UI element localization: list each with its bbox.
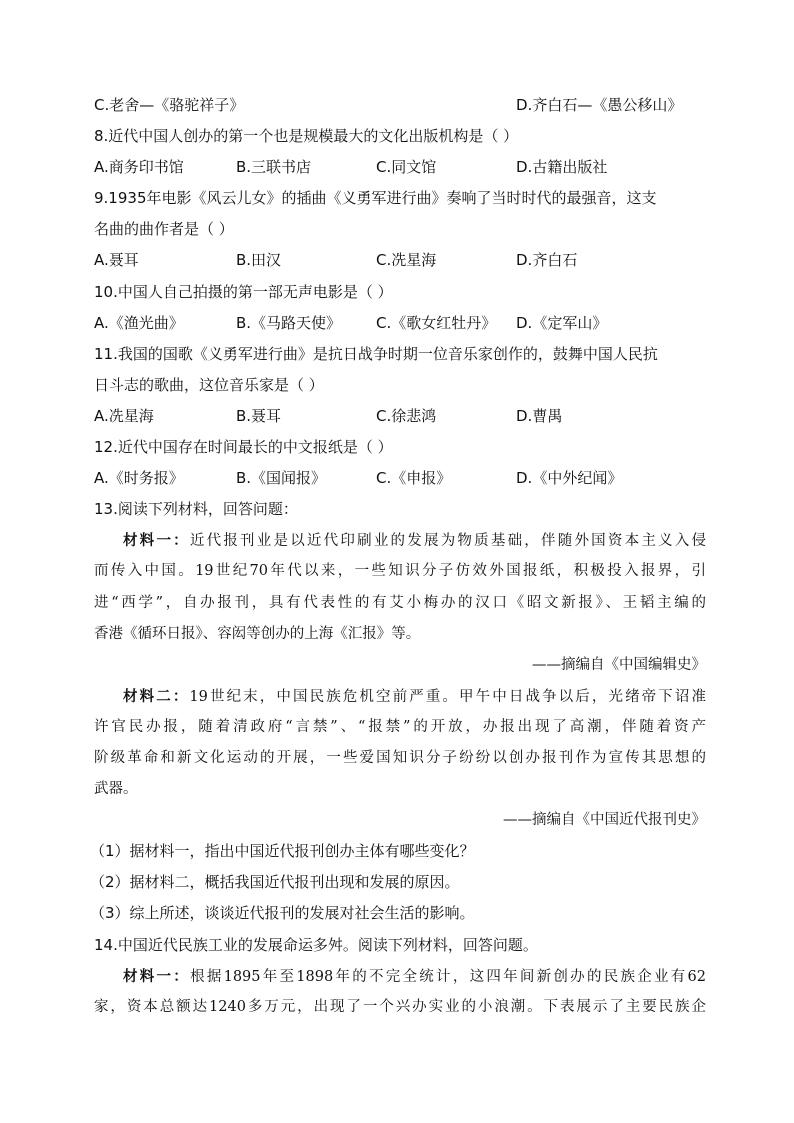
option-C: C.徐悲鸿 [376,406,437,425]
option-B: B.三联书店 [236,158,312,177]
line-text: 13.阅读下列材料，回答问题： [94,500,298,519]
option-A: C.老舍—《骆驼祥子》 [94,96,245,114]
line-text: 19世纪末，中国民族危机空前严重。甲午中日战争以后，光绪帝下诏准 [189,688,706,705]
question-text [94,339,706,370]
line-text: 根据1895年至1898年的不完全统计，这四年间新创办的民族企业有62 [190,968,706,985]
line-text: ——摘编自《中国近代报刊史》 [503,812,706,829]
line-text: 阶级革命和新文化运动的开展，一些爱国知识分子纷纷以创办报刊作为宣传其思想的 [94,749,706,766]
option-B: B.《马路天使》 [236,313,342,332]
option-C: C.《歌女红牡丹》 [376,313,497,332]
question-text [94,370,706,401]
question-text [94,277,706,308]
sub-question [90,836,702,867]
line-text: 香港《循环日报》、容闳等创办的上海《汇报》等。 [94,625,421,642]
answer-options [94,90,706,121]
question-text [94,930,706,961]
material-text [94,556,706,587]
material-text [94,774,706,805]
answer-options [94,401,706,432]
line-text: 进“西学”，自办报刊，具有代表性的有艾小梅办的汉口《昭文新报》、王韬主编的 [94,594,706,611]
option-A: A.《时务报》 [94,469,184,488]
line-text: 14.中国近代民族工业的发展命运多舛。阅读下列材料，回答问题。 [94,935,538,954]
material-label: 材料一： [123,532,190,550]
question-text [94,183,706,214]
material-label: 材料一： [123,967,191,985]
line-text: 12.近代中国存在时间最长的中文报纸是（ ） [94,438,393,457]
line-text: 8.近代中国人创办的第一个也是规模最大的文化出版机构是（ ） [94,127,519,146]
option-C: C.冼星海 [376,251,437,270]
option-D: D.《定军山》 [516,313,608,332]
option-D: D.曹禺 [516,406,563,425]
line-text: （2）据材料二，概括我国近代报刊出现和发展的原因。 [90,873,460,892]
source-citation [94,805,706,836]
line-text: 而传入中国。19世纪70年代以来，一些知识分子仿效外国报纸，积极投入报界，引 [94,563,706,580]
option-C: C.《申报》 [376,469,452,488]
material-text [94,681,706,712]
option-B: B.《国闻报》 [236,469,327,488]
line-text: 武器。 [94,781,138,798]
material-text [94,992,706,1023]
option-D: D.古籍出版社 [516,158,608,177]
source-citation [94,650,706,681]
line-text: 9.1935年电影《风云儿女》的插曲《义勇军进行曲》奏响了当时时代的最强音，这支 [94,189,657,208]
option-D: D.《中外纪闻》 [516,469,623,488]
option-D: D.齐白石 [516,251,578,270]
material-text [94,588,706,619]
answer-options [94,152,706,183]
option-A: A.商务印书馆 [94,158,184,177]
line-text: （1）据材料一，指出中国近代报刊创办主体有哪些变化？ [90,842,475,861]
answer-options [94,308,706,339]
question-text [94,121,706,152]
option-A: A.聂耳 [94,251,139,270]
material-text [94,743,706,774]
line-text: 11.我国的国歌《义勇军进行曲》是抗日战争时期一位音乐家创作的，鼓舞中国人民抗 [94,344,658,363]
option-A: A.冼星海 [94,406,154,425]
sub-question [90,867,702,898]
line-text: 家，资本总额达1240多万元，出现了一个兴办实业的小浪潮。下表展示了主要民族企 [94,998,706,1015]
option-A: A.《渔光曲》 [94,313,184,332]
question-text [94,432,706,463]
line-text: 日斗志的歌曲，这位音乐家是（ ） [94,375,324,394]
option-D: D.齐白石—《愚公移山》 [516,96,683,114]
line-text: 许官民办报，随着清政府“言禁”、“报禁”的开放，办报出现了高潮，伴随着资产 [94,718,706,735]
line-text: 名曲的曲作者是（ ） [94,220,234,239]
line-text: 10.中国人自己拍摄的第一部无声电影是（ ） [94,282,393,301]
line-text: 近代报刊业是以近代印刷业的发展为物质基础，伴随外国资本主义入侵 [189,533,706,550]
document-page [90,90,706,1023]
line-text: （3）综上所述，谈谈近代报刊的发展对社会生活的影响。 [90,904,475,923]
material-text [94,961,706,992]
option-B: B.聂耳 [236,406,282,425]
question-text [94,494,706,525]
answer-options [94,463,706,494]
answer-options [94,245,706,276]
material-text [94,525,706,556]
option-B: B.田汉 [236,251,282,270]
question-text [94,214,706,245]
material-text [94,619,706,650]
material-text [94,712,706,743]
material-label: 材料二： [123,687,190,705]
line-text: ——摘编自《中国编辑史》 [532,656,706,673]
option-C: C.同文馆 [376,158,437,177]
sub-question [90,898,702,929]
